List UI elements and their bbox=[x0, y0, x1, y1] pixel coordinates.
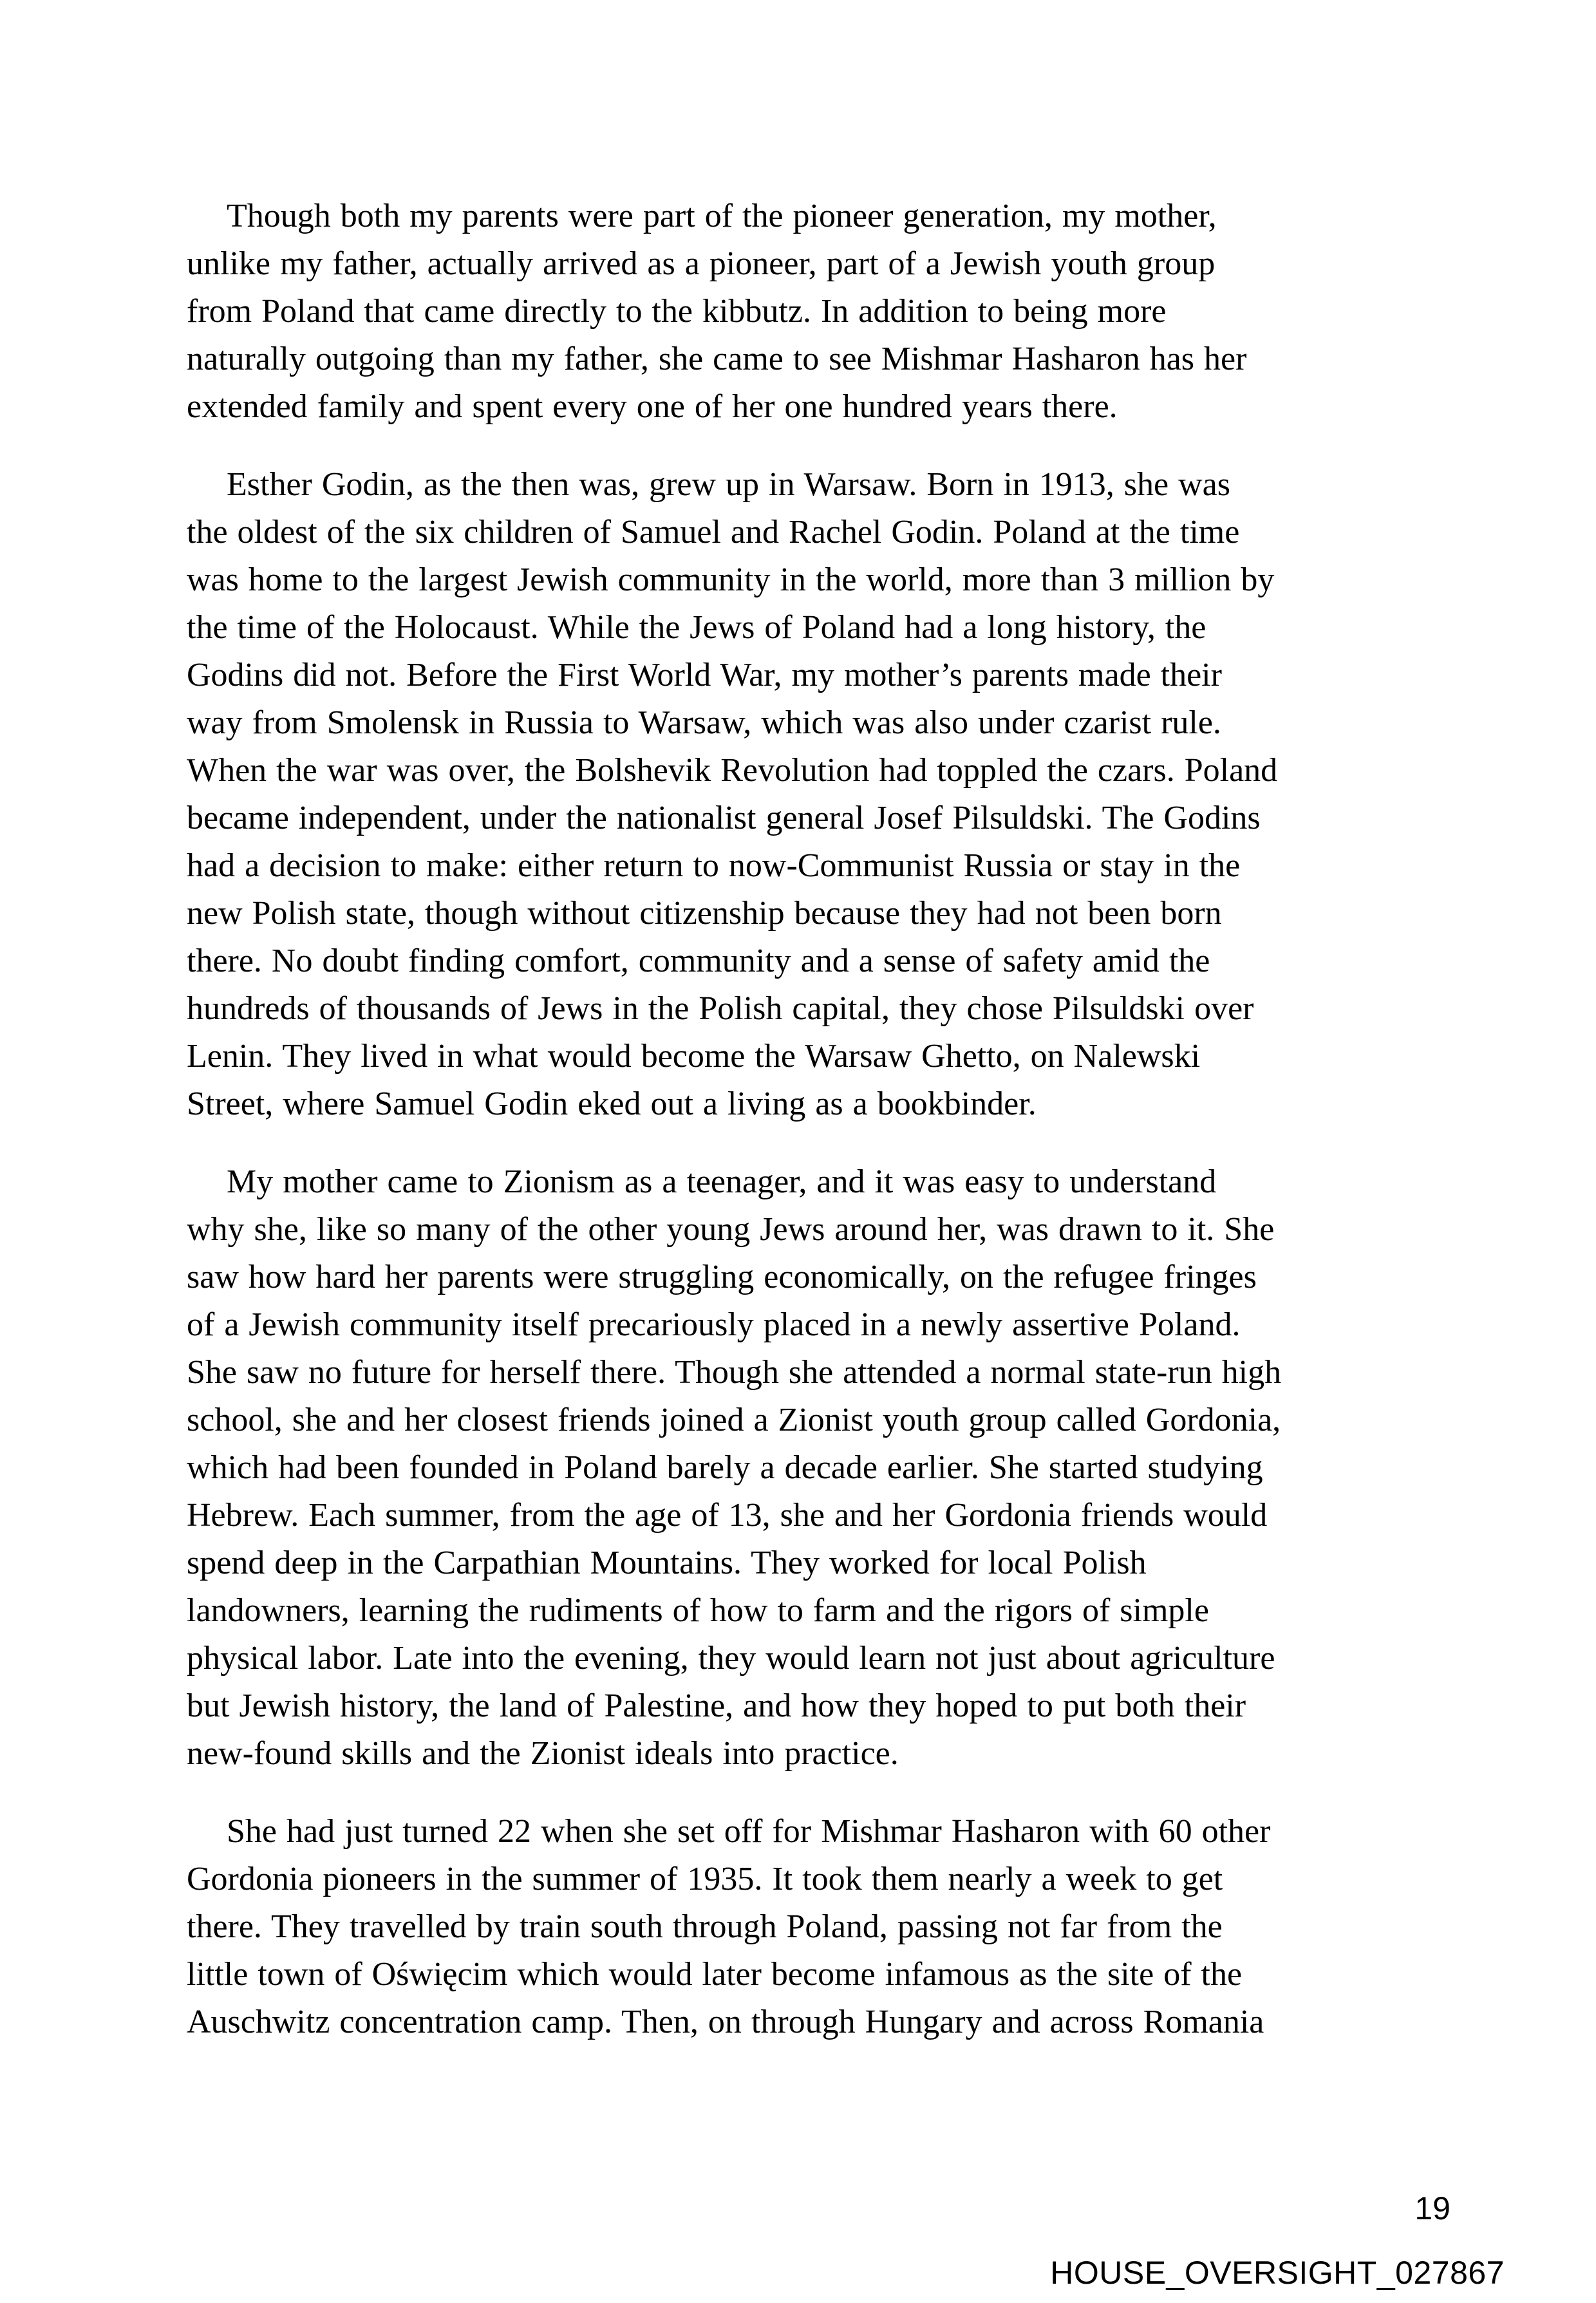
text-line: Street, where Samuel Godin eked out a living as a bookbinder. bbox=[187, 1086, 1037, 1122]
text-line: there. No doubt finding comfort, community and a sense of safety amid the bbox=[187, 943, 1210, 979]
text-line: Hebrew. Each summer, from the age of 13, she and her Gordonia friends would bbox=[187, 1497, 1268, 1534]
text-line: but Jewish history, the land of Palestine, and how they hoped to put both their bbox=[187, 1687, 1246, 1724]
paragraph bbox=[187, 461, 1452, 1128]
text-line: there. They travelled by train south through Poland, passing not far from the bbox=[187, 1908, 1223, 1945]
text-line: saw how hard her parents were struggling economically, on the refugee fringes bbox=[187, 1259, 1257, 1295]
paragraph bbox=[187, 1808, 1452, 2046]
text-line: Though both my parents were part of the pioneer generation, my mother, bbox=[227, 198, 1217, 234]
text-line: landowners, learning the rudiments of how to farm and the rigors of simple bbox=[187, 1592, 1209, 1629]
text-line: Auschwitz concentration camp. Then, on through Hungary and across Romania bbox=[187, 2004, 1264, 2040]
text-line: which had been founded in Poland barely a decade earlier. She started studying bbox=[187, 1449, 1263, 1486]
text-line: When the war was over, the Bolshevik Revolution had toppled the czars. Poland bbox=[187, 752, 1278, 789]
text-line: had a decision to make: either return to now-Communist Russia or stay in the bbox=[187, 847, 1241, 884]
bates-stamp: HOUSE_OVERSIGHT_027867 bbox=[1050, 2255, 1505, 2291]
text-line: the time of the Holocaust. While the Jews of Poland had a long history, the bbox=[187, 609, 1206, 646]
text-line: of a Jewish community itself precariously placed in a newly assertive Poland. bbox=[187, 1306, 1241, 1343]
text-line: new-found skills and the Zionist ideals into practice. bbox=[187, 1735, 899, 1772]
text-line: extended family and spent every one of her one hundred years there. bbox=[187, 388, 1118, 425]
text-line: She had just turned 22 when she set off for Mishmar Hasharon with 60 other bbox=[227, 1813, 1271, 1850]
page-number: 19 bbox=[1414, 2190, 1450, 2226]
text-line: My mother came to Zionism as a teenager, and it was easy to understand bbox=[227, 1163, 1217, 1200]
text-line: from Poland that came directly to the kibbutz. In addition to being more bbox=[187, 293, 1167, 330]
text-line: She saw no future for herself there. Though she attended a normal state-run high bbox=[187, 1354, 1282, 1391]
text-line: unlike my father, actually arrived as a pioneer, part of a Jewish youth group bbox=[187, 245, 1216, 282]
text-line: Godins did not. Before the First World War, my mother’s parents made their bbox=[187, 657, 1222, 693]
text-line: the oldest of the six children of Samuel and Rachel Godin. Poland at the time bbox=[187, 514, 1240, 550]
text-line: became independent, under the nationalist general Josef Pilsuldski. The Godins bbox=[187, 800, 1261, 836]
text-line: school, she and her closest friends joined a Zionist youth group called Gordonia, bbox=[187, 1402, 1281, 1438]
text-line: Gordonia pioneers in the summer of 1935. It took them nearly a week to get bbox=[187, 1861, 1223, 1897]
paragraph bbox=[187, 193, 1452, 431]
text-line: why she, like so many of the other young Jews around her, was drawn to it. She bbox=[187, 1211, 1275, 1248]
text-line: physical labor. Late into the evening, they would learn not just about agriculture bbox=[187, 1640, 1275, 1677]
text-line: little town of Oświęcim which would later become infamous as the site of the bbox=[187, 1956, 1243, 1993]
text-line: spend deep in the Carpathian Mountains. They worked for local Polish bbox=[187, 1545, 1147, 1581]
paragraph bbox=[187, 1158, 1452, 1778]
body-text bbox=[187, 193, 1452, 2046]
text-line: way from Smolensk in Russia to Warsaw, which was also under czarist rule. bbox=[187, 704, 1221, 741]
text-line: new Polish state, though without citizenship because they had not been born bbox=[187, 895, 1222, 932]
text-line: Esther Godin, as the then was, grew up in Warsaw. Born in 1913, she was bbox=[227, 466, 1230, 503]
text-line: naturally outgoing than my father, she came to see Mishmar Hasharon has her bbox=[187, 341, 1247, 377]
text-line: was home to the largest Jewish community in the world, more than 3 million by bbox=[187, 561, 1275, 598]
text-line: hundreds of thousands of Jews in the Polish capital, they chose Pilsuldski over bbox=[187, 990, 1254, 1027]
text-line: Lenin. They lived in what would become the Warsaw Ghetto, on Nalewski bbox=[187, 1038, 1201, 1075]
